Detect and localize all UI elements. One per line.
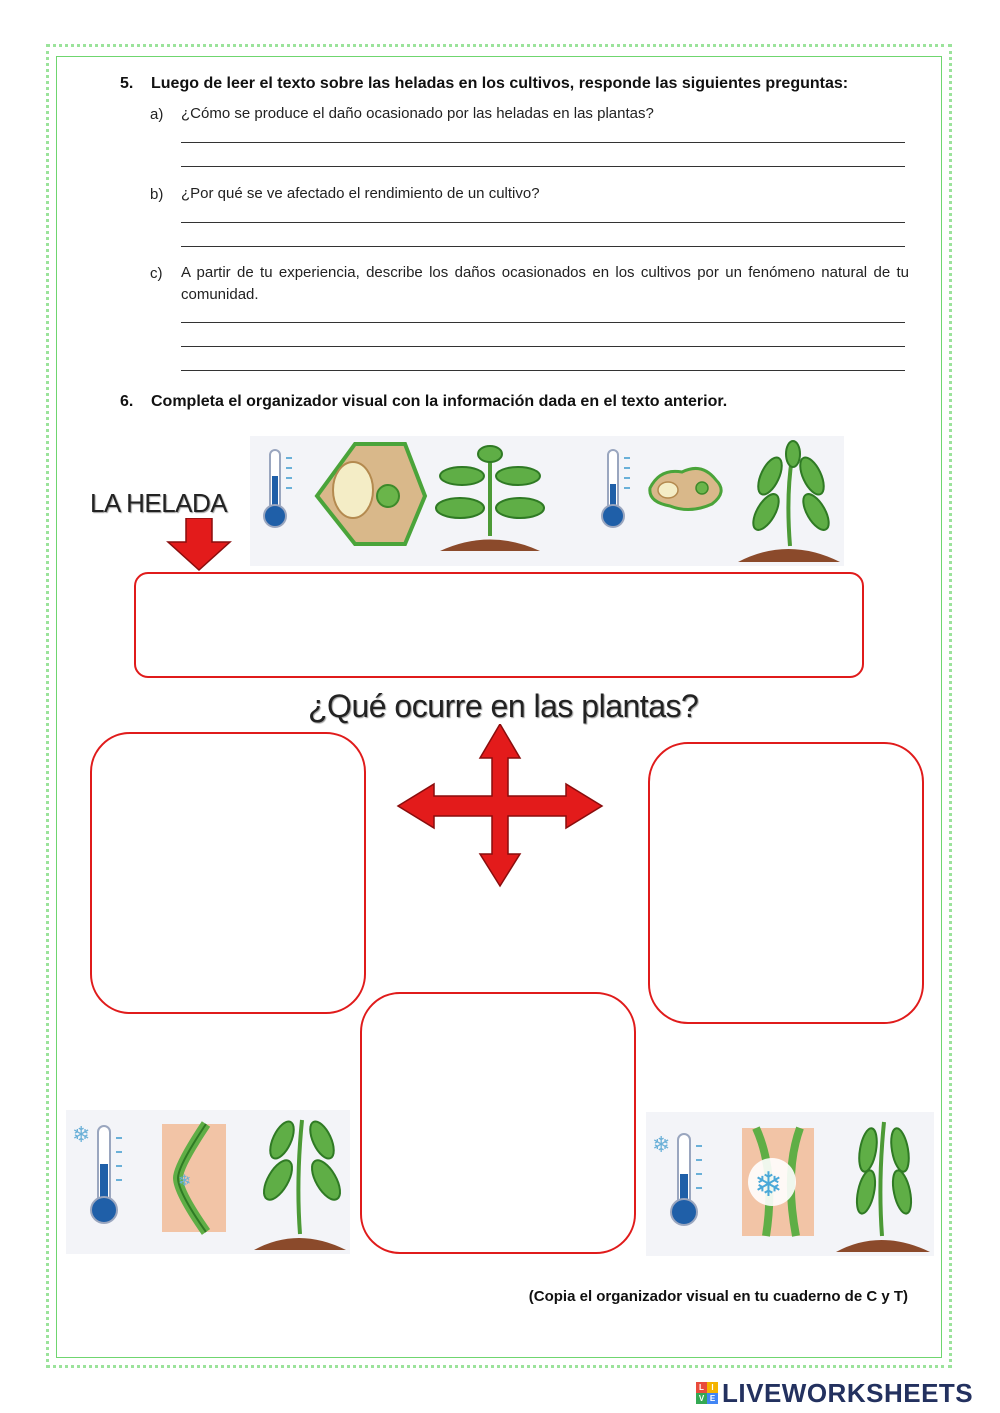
question-5a-text: ¿Cómo se produce el daño ocasionado por las heladas en las plantas? xyxy=(181,105,654,122)
logo-letter-i: I xyxy=(707,1382,718,1393)
svg-text:❄: ❄ xyxy=(754,1165,783,1205)
arrow-down-icon xyxy=(166,518,232,572)
illustration-strip-top xyxy=(250,436,844,566)
question-5c-text: A partir de tu experiencia, describe los daños ocasionados en los cultivos por un fenómeno natural de tu comunidad. xyxy=(181,264,909,303)
svg-text:❄: ❄ xyxy=(72,1123,91,1148)
helada-label: LA HELADA xyxy=(90,488,228,518)
svg-text:❄: ❄ xyxy=(652,1133,671,1158)
illustration-strip-bottom-left xyxy=(66,1110,350,1254)
frozen-tissue-icon xyxy=(742,1128,814,1236)
liveworksheets-logo-icon xyxy=(696,1382,718,1404)
question-6-text: Completa el organizador visual con la información dada en el texto anterior. xyxy=(151,393,728,410)
answer-line-5b-2[interactable] xyxy=(181,246,905,247)
answer-line-5a-1[interactable] xyxy=(181,142,905,143)
organizer-box-bottom[interactable] xyxy=(360,992,636,1254)
plant-icon xyxy=(254,1118,346,1250)
snowflake-icon xyxy=(652,1133,670,1158)
organizer-box-right[interactable] xyxy=(648,742,924,1024)
question-5b-letter: b) xyxy=(150,186,164,203)
wilted-plant-icon xyxy=(738,441,840,562)
frost-illustration-top xyxy=(250,436,844,566)
question-5-number: 5. xyxy=(120,75,134,92)
question-5-text: Luego de leer el texto sobre las heladas en los cultivos, responde las siguientes preguntas: xyxy=(151,75,849,92)
brand-name: LIVEWORKSHEETS xyxy=(722,1377,974,1408)
svg-text:❄: ❄ xyxy=(178,1171,192,1190)
plant-cell-icon xyxy=(317,444,425,544)
answer-line-5c-2[interactable] xyxy=(181,346,905,347)
answer-line-5c-1[interactable] xyxy=(181,322,905,323)
question-5a-letter: a) xyxy=(150,106,164,123)
organizer-box-main[interactable] xyxy=(134,572,864,678)
logo-letter-e: E xyxy=(707,1393,718,1404)
logo-letter-l: L xyxy=(696,1382,707,1393)
snowflake-icon xyxy=(72,1123,90,1148)
liveworksheets-brand[interactable] xyxy=(696,1378,973,1408)
frost-tissue-illustration-left xyxy=(66,1110,350,1254)
four-way-arrow-icon xyxy=(396,724,604,888)
organizer-question: ¿Qué ocurre en las plantas? xyxy=(308,688,699,724)
frost-tissue-illustration-right xyxy=(646,1112,934,1256)
footer-note: (Copia el organizador visual en tu cuaderno de C y T) xyxy=(528,1288,908,1305)
plant-icon xyxy=(436,446,544,551)
answer-line-5a-2[interactable] xyxy=(181,166,905,167)
logo-letter-v: V xyxy=(696,1393,707,1404)
illustration-strip-bottom-right xyxy=(646,1112,934,1256)
plant-tissue-icon xyxy=(162,1124,226,1232)
answer-line-5c-3[interactable] xyxy=(181,370,905,371)
wilted-plant-icon xyxy=(836,1122,930,1252)
thermometer-icon xyxy=(602,450,630,527)
organizer-box-left[interactable] xyxy=(90,732,366,1014)
question-5c-letter: c) xyxy=(150,265,163,282)
question-5b-text: ¿Por qué se ve afectado el rendimiento de un cultivo? xyxy=(181,185,540,202)
shrunken-cell-icon xyxy=(650,468,721,509)
question-6-number: 6. xyxy=(120,393,134,410)
answer-line-5b-1[interactable] xyxy=(181,222,905,223)
thermometer-icon xyxy=(91,1126,122,1223)
thermometer-icon xyxy=(264,450,292,527)
thermometer-icon xyxy=(671,1134,702,1225)
